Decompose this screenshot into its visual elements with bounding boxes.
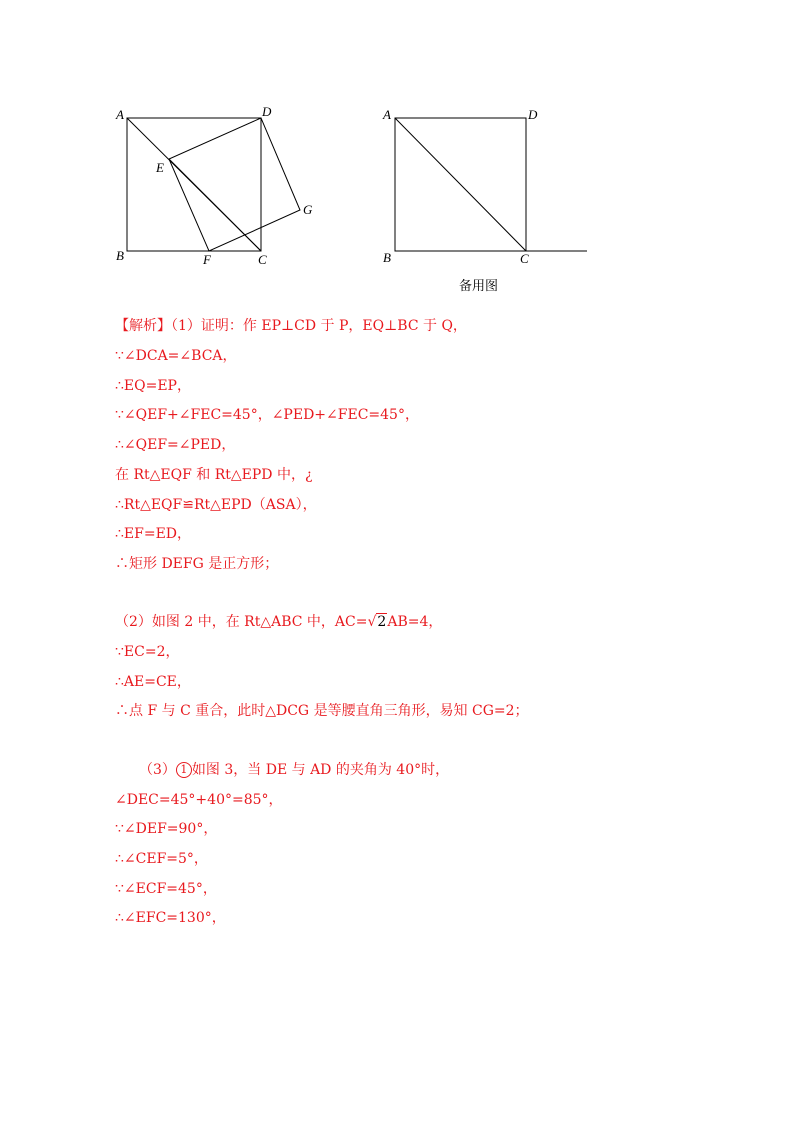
solution-line-17: ∴∠CEF=5°， [115,851,208,867]
label-b-backup: B [383,250,391,265]
part3-label: （3） [139,762,176,778]
solution-line-12: ∴AE=CE， [115,674,191,690]
solution-line-3: ∴EQ=EP， [115,378,191,394]
solution-line-16: ∵∠DEF=90°， [115,821,218,837]
solution-line-9: ∴矩形 DEFG 是正方形； [115,556,279,572]
label-b: B [116,248,124,263]
solution-line-2: ∵∠DCA=∠BCA， [115,348,237,364]
solution-line-18: ∵∠ECF=45°， [115,881,217,897]
part2-intro: （2）如图 2 中，在 Rt△ABC 中，AC= [115,614,368,630]
solution-line-4: ∵∠QEF+∠FEC=45°，∠PED+∠FEC=45°， [115,407,419,423]
solution-line-13: ∴点 F 与 C 重合，此时△DCG 是等腰直角三角形，易知 CG=2； [115,703,529,719]
label-a: A [116,107,124,122]
solution-line-5: ∴∠QEF=∠PED， [115,437,236,453]
solution-line-15: ∠DEC=45°+40°=85°， [115,792,283,808]
label-c-backup: C [520,251,529,266]
solution-line-7: ∴Rt△EQF≌Rt△EPD（ASA）， [115,497,317,513]
sqrt-expression: √2 [367,614,387,630]
segment-ec [169,159,261,251]
part3-intro: 如图 3，当 DE 与 AD 的夹角为 40°时， [191,762,450,778]
figure-1 [110,100,330,270]
solution-line-1: 【解析】（1）证明：作 EP⊥CD 于 P，EQ⊥BC 于 Q， [115,318,467,334]
label-d: D [262,104,272,119]
circled-number: 1 [176,762,192,778]
solution-line-6: 在 Rt△EQF 和 Rt△EPD 中，¿ [115,467,313,483]
part2-result: AB=4， [387,614,443,630]
solution-line-14 [139,761,449,779]
label-g: G [303,202,313,217]
square-defg [169,118,300,251]
solution-line-10 [115,613,442,631]
solution-line-11: ∵EC=2， [115,644,180,660]
label-d-backup: D [528,107,538,122]
sqrt-radicand: 2 [377,614,387,630]
label-f: F [203,252,211,267]
figure-caption: 备用图 [459,279,499,294]
label-e: E [156,160,164,175]
figure-2 [375,100,595,300]
label-a-backup: A [383,107,391,122]
diagonal-ac-backup [395,118,526,251]
solution-line-19: ∴∠EFC=130°， [115,910,226,926]
solution-line-8: ∴EF=ED， [115,526,192,542]
label-c: C [258,252,267,267]
